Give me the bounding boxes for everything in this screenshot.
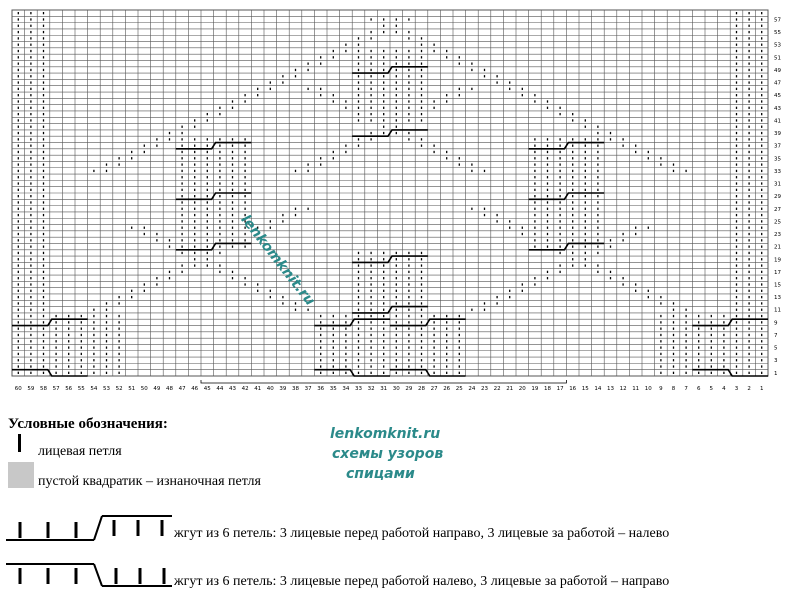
column-number-label: 24 xyxy=(468,386,476,392)
column-number-label: 38 xyxy=(292,386,299,392)
column-number-label: 49 xyxy=(153,386,161,392)
stamp-line-1: lenkomknit.ru xyxy=(330,426,441,442)
row-number-label: 13 xyxy=(774,295,781,302)
column-number-label: 33 xyxy=(355,386,362,392)
column-number-label: 7 xyxy=(684,386,688,392)
row-number-label: 5 xyxy=(774,345,778,352)
column-number-label: 6 xyxy=(696,386,701,392)
column-number-label: 8 xyxy=(671,386,676,392)
column-number-label: 57 xyxy=(52,386,60,392)
row-number-label: 9 xyxy=(774,320,778,327)
column-number-label: 15 xyxy=(581,386,589,392)
column-number-label: 1 xyxy=(759,386,764,392)
column-number-label: 14 xyxy=(594,386,602,392)
legend-title: Условные обозначения: xyxy=(8,416,168,432)
column-number-label: 35 xyxy=(329,386,337,392)
column-number-label: 10 xyxy=(644,386,652,392)
row-number-label: 33 xyxy=(774,168,781,175)
column-number-label: 16 xyxy=(569,386,577,392)
column-number-label: 53 xyxy=(103,386,110,392)
column-number-label: 40 xyxy=(266,386,274,392)
row-number-label: 23 xyxy=(774,232,781,239)
cable-right-icon xyxy=(4,508,174,548)
site-stamp xyxy=(330,424,490,484)
row-number-label: 19 xyxy=(774,257,781,264)
legend-cable-left-label: жгут из 6 петель: 3 лицевые перед работой налево, 3 лицевые за работой – направо xyxy=(174,574,670,589)
column-number-label: 60 xyxy=(14,386,22,392)
column-number-label: 5 xyxy=(709,386,714,392)
column-number-label: 50 xyxy=(140,386,148,392)
column-number-label: 36 xyxy=(317,386,325,392)
legend-knit-label: лицевая петля xyxy=(38,444,122,459)
column-number-label: 27 xyxy=(430,386,438,392)
column-number-label: 54 xyxy=(90,386,98,392)
column-number-label: 58 xyxy=(40,386,47,392)
row-number-label: 31 xyxy=(774,181,781,188)
column-number-label: 18 xyxy=(544,386,551,392)
row-number-label: 17 xyxy=(774,269,781,276)
column-number-label: 17 xyxy=(556,386,564,392)
column-number-label: 26 xyxy=(443,386,451,392)
legend-purl-label: пустой квадратик – изнаночная петля xyxy=(38,474,261,489)
column-number-label: 34 xyxy=(342,386,350,392)
repeat-bracket xyxy=(201,380,566,383)
row-number-label: 55 xyxy=(774,30,781,37)
column-number-label: 28 xyxy=(418,386,425,392)
column-number-label: 20 xyxy=(518,386,526,392)
row-number-label: 3 xyxy=(774,358,778,365)
column-number-label: 21 xyxy=(506,386,514,392)
row-number-label: 41 xyxy=(774,118,781,125)
watermark: lenkomknit.ru xyxy=(237,212,318,309)
column-number-label: 13 xyxy=(607,386,614,392)
column-number-label: 37 xyxy=(304,386,312,392)
stamp-line-2: схемы узоров xyxy=(332,446,444,462)
column-number-label: 44 xyxy=(216,386,224,392)
row-number-label: 27 xyxy=(774,206,781,213)
column-number-label: 23 xyxy=(481,386,488,392)
row-number-label: 37 xyxy=(774,143,781,150)
column-number-label: 42 xyxy=(241,386,249,392)
row-number-label: 11 xyxy=(774,307,781,314)
legend-cable-right-label: жгут из 6 петель: 3 лицевые перед работой направо, 3 лицевые за работой – налево xyxy=(174,526,670,541)
column-number-label: 12 xyxy=(619,386,627,392)
column-number-label: 47 xyxy=(178,386,186,392)
row-number-label: 35 xyxy=(774,156,781,163)
row-number-label: 21 xyxy=(774,244,781,251)
column-number-label: 41 xyxy=(254,386,262,392)
column-number-label: 3 xyxy=(734,386,739,392)
row-number-label: 51 xyxy=(774,55,781,62)
row-number-label: 29 xyxy=(774,194,781,201)
column-number-label: 56 xyxy=(65,386,73,392)
row-number-label: 43 xyxy=(774,105,781,112)
column-number-label: 59 xyxy=(27,386,35,392)
stamp-line-3: спицами xyxy=(346,466,415,482)
row-number-label: 7 xyxy=(774,332,778,339)
column-number-label: 2 xyxy=(747,386,751,392)
row-number-label: 39 xyxy=(774,131,781,138)
row-number-label: 15 xyxy=(774,282,781,289)
column-number-label: 39 xyxy=(279,386,287,392)
row-number-label: 49 xyxy=(774,67,781,74)
column-number-label: 32 xyxy=(367,386,375,392)
column-number-label: 22 xyxy=(493,386,501,392)
row-number-label: 57 xyxy=(774,17,781,24)
column-number-label: 51 xyxy=(128,386,136,392)
purl-stitch-icon xyxy=(8,462,34,488)
row-number-label: 47 xyxy=(774,80,781,87)
column-number-label: 11 xyxy=(632,386,640,392)
column-number-label: 48 xyxy=(166,386,173,392)
column-number-label: 4 xyxy=(722,386,726,392)
column-number-label: 52 xyxy=(115,386,123,392)
knit-stitch-icon xyxy=(18,434,21,452)
column-number-label: 9 xyxy=(659,386,663,392)
column-number-label: 29 xyxy=(405,386,413,392)
cable-left-icon xyxy=(4,560,174,594)
row-number-label: 25 xyxy=(774,219,781,226)
row-number-label: 1 xyxy=(774,370,778,377)
column-number-label: 31 xyxy=(380,386,388,392)
column-number-label: 55 xyxy=(77,386,85,392)
row-number-label: 53 xyxy=(774,42,781,49)
column-number-label: 45 xyxy=(203,386,211,392)
row-number-label: 45 xyxy=(774,93,781,100)
column-number-label: 25 xyxy=(455,386,463,392)
column-number-label: 19 xyxy=(531,386,539,392)
column-number-label: 30 xyxy=(392,386,400,392)
column-number-label: 43 xyxy=(229,386,236,392)
column-number-label: 46 xyxy=(191,386,199,392)
